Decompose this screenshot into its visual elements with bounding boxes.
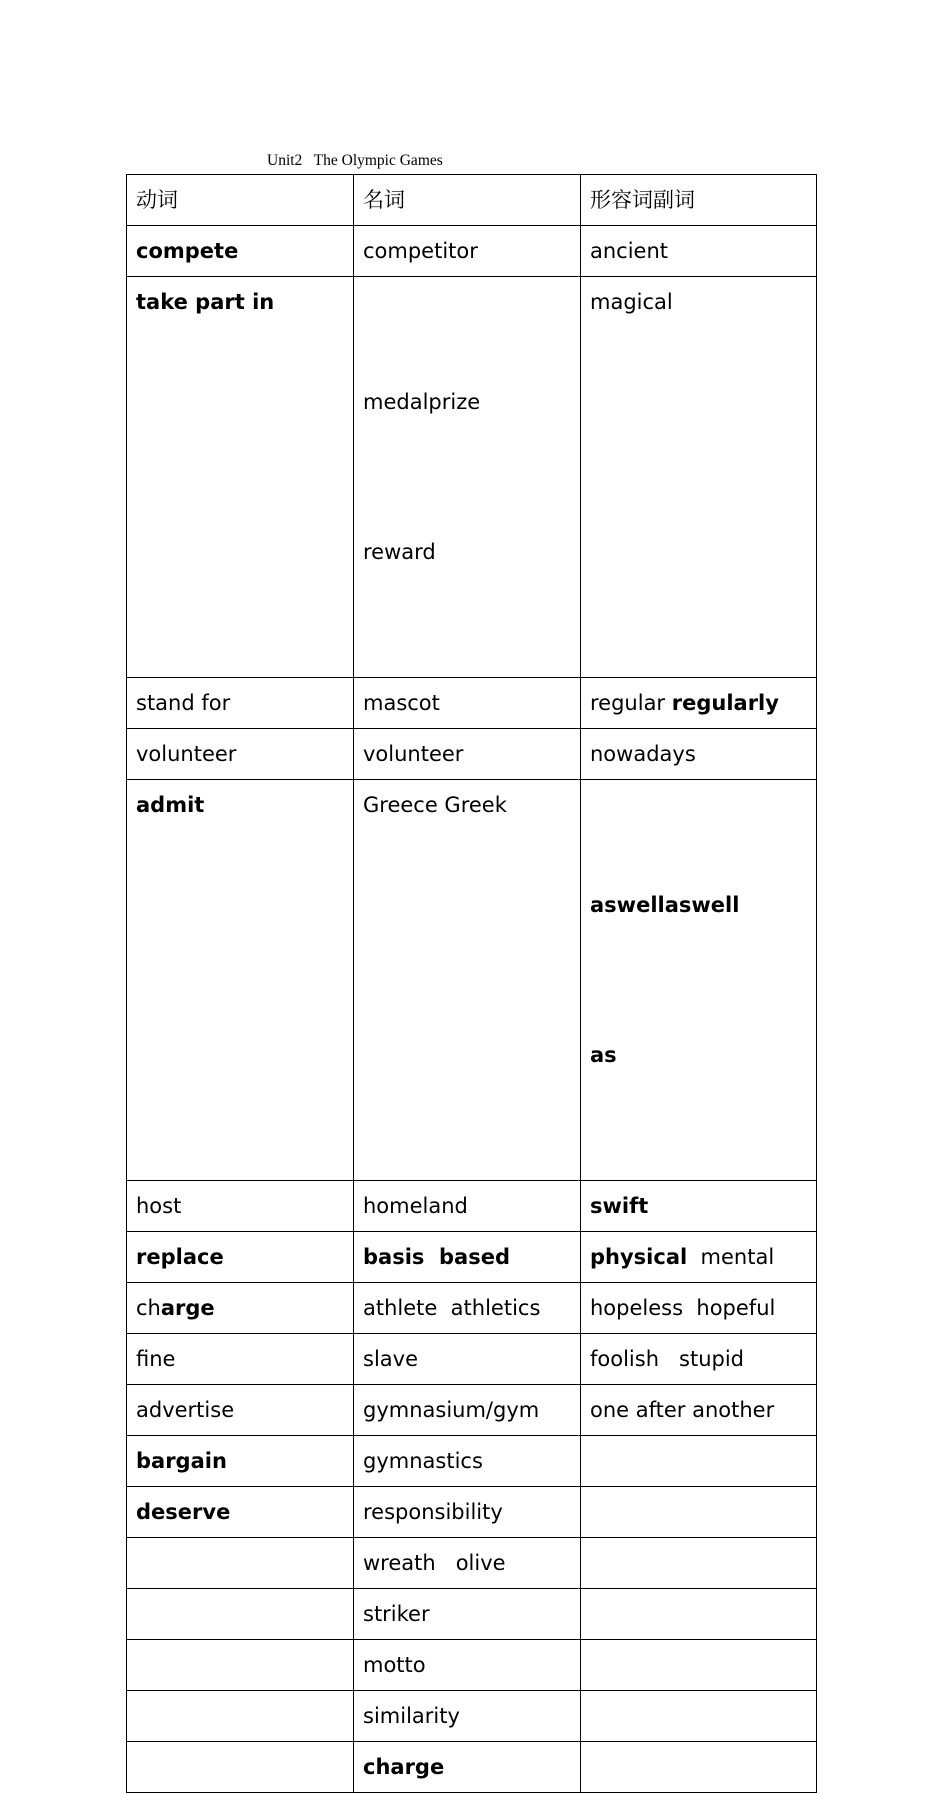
noun-cell: basis based — [354, 1232, 581, 1283]
table-row — [127, 1640, 817, 1691]
table-row — [127, 277, 817, 678]
adj-cell: foolish stupid — [581, 1334, 817, 1385]
table-row — [127, 1589, 817, 1640]
adj-cell — [581, 1742, 817, 1793]
header-row — [127, 175, 817, 226]
noun-cell: responsibility — [354, 1487, 581, 1538]
verb-cell: host — [127, 1181, 354, 1232]
noun-cell: gymnasium/gym — [354, 1385, 581, 1436]
adj-cell: hopeless hopeful — [581, 1283, 817, 1334]
header-adj-adv: 形容词副词 — [581, 175, 817, 226]
word: medal — [363, 390, 429, 414]
noun-cell: slave — [354, 1334, 581, 1385]
adj-cell: aswellaswell as — [581, 780, 817, 1181]
adj-cell — [581, 1640, 817, 1691]
noun-cell — [354, 277, 581, 678]
verb-cell: fine — [127, 1334, 354, 1385]
table-row — [127, 1538, 817, 1589]
adj-cell: ancient — [581, 226, 817, 277]
noun-cell: volunteer — [354, 729, 581, 780]
noun-cell: athlete athletics — [354, 1283, 581, 1334]
noun-cell: charge — [354, 1742, 581, 1793]
adj-cell: magical — [581, 277, 817, 678]
verb-cell: compete — [127, 226, 354, 277]
noun-cell: competitor — [354, 226, 581, 277]
noun-cell: wreath olive — [354, 1538, 581, 1589]
word: reward — [363, 540, 436, 564]
verb-cell: take part in — [127, 277, 354, 678]
adj-cell: physical mental — [581, 1232, 817, 1283]
table-row — [127, 1691, 817, 1742]
table-row — [127, 1436, 817, 1487]
table-row — [127, 780, 817, 1181]
table-row — [127, 1334, 817, 1385]
verb-cell — [127, 1538, 354, 1589]
table-row — [127, 678, 817, 729]
table-row — [127, 1385, 817, 1436]
header-verb: 动词 — [127, 175, 354, 226]
verb-cell: stand for — [127, 678, 354, 729]
noun-cell: striker — [354, 1589, 581, 1640]
vocabulary-table — [126, 174, 817, 1793]
table-row — [127, 226, 817, 277]
table-row — [127, 1232, 817, 1283]
table-row — [127, 1487, 817, 1538]
noun-cell: similarity — [354, 1691, 581, 1742]
header-noun: 名词 — [354, 175, 581, 226]
adj-cell: swift — [581, 1181, 817, 1232]
noun-cell: motto — [354, 1640, 581, 1691]
adj-cell: regular regularly — [581, 678, 817, 729]
verb-cell: replace — [127, 1232, 354, 1283]
adj-cell — [581, 1691, 817, 1742]
verb-cell: advertise — [127, 1385, 354, 1436]
verb-cell: volunteer — [127, 729, 354, 780]
table-row — [127, 729, 817, 780]
adj-cell — [581, 1487, 817, 1538]
table-row — [127, 1742, 817, 1793]
noun-cell: Greece Greek — [354, 780, 581, 1181]
verb-cell: bargain — [127, 1436, 354, 1487]
verb-cell — [127, 1742, 354, 1793]
noun-cell: gymnastics — [354, 1436, 581, 1487]
noun-cell: homeland — [354, 1181, 581, 1232]
table-row — [127, 1181, 817, 1232]
verb-cell — [127, 1691, 354, 1742]
table-row — [127, 1283, 817, 1334]
page-title: Unit2 The Olympic Games — [267, 152, 443, 169]
verb-cell — [127, 1640, 354, 1691]
word: prize — [428, 390, 481, 414]
adj-cell: nowadays — [581, 729, 817, 780]
verb-cell: deserve — [127, 1487, 354, 1538]
noun-cell: mascot — [354, 678, 581, 729]
verb-cell: admit — [127, 780, 354, 1181]
adj-cell: one after another — [581, 1385, 817, 1436]
verb-cell: charge — [127, 1283, 354, 1334]
verb-cell — [127, 1589, 354, 1640]
adj-cell — [581, 1436, 817, 1487]
adj-cell — [581, 1589, 817, 1640]
adj-cell — [581, 1538, 817, 1589]
